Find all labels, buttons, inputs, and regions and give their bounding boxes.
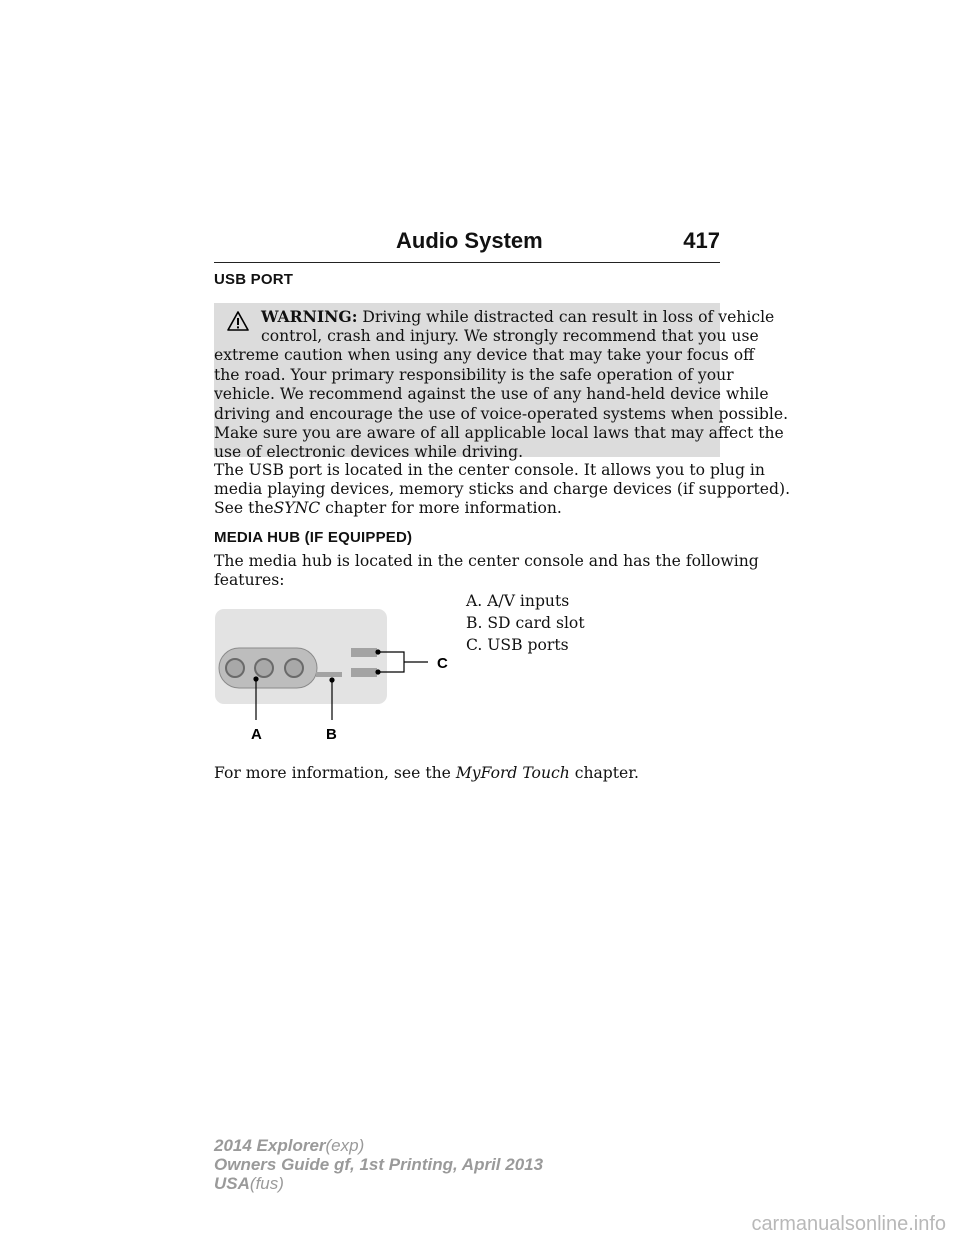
usb-port <box>351 668 377 677</box>
media-body-line-2: features: <box>214 571 285 589</box>
warning-text-8: use of electronic devices while driving. <box>214 443 524 461</box>
sync-chapter-ref: SYNC <box>273 499 321 517</box>
warning-text-5: vehicle. We recommend against the use of any hand-held device while <box>214 385 769 403</box>
sd-card-slot <box>316 672 342 677</box>
footer-line-2: Owners Guide gf, 1st Printing, April 2013 <box>214 1155 544 1174</box>
diagram-label-c: C <box>437 655 448 672</box>
page-number: 417 <box>683 228 720 253</box>
av-input-jack <box>285 659 303 677</box>
media-hub-heading: MEDIA HUB (IF EQUIPPED) <box>214 529 413 546</box>
av-input-jack <box>255 659 273 677</box>
warning-text-1: Driving while distracted can result in loss of vehicle <box>362 308 775 326</box>
warning-text-6: driving and encourage the use of voice-operated systems when possible. <box>214 405 789 423</box>
usb-port-heading: USB PORT <box>214 271 294 288</box>
usb-port <box>351 648 377 657</box>
warning-triangle-icon <box>227 310 249 332</box>
warning-text-4: the road. Your primary responsibility is the safe operation of your <box>214 366 734 384</box>
usb-body-line-3: See theSYNC chapter for more information. <box>214 499 562 517</box>
media-more-info: For more information, see the MyFord Touch chapter. <box>214 764 639 782</box>
usb-body-line-1: The USB port is located in the center console. It allows you to plug in <box>214 461 765 479</box>
warning-box <box>214 303 789 461</box>
warning-text-3: extreme caution when using any device that may take your focus off <box>214 346 755 364</box>
warning-text-7: Make sure you are aware of all applicable local laws that may affect the <box>214 424 784 442</box>
warning-first-line <box>261 307 774 326</box>
legend-item-a: A. A/V inputs <box>466 592 570 610</box>
diagram-label-a: A <box>251 726 262 742</box>
page-title: Audio System <box>396 228 543 253</box>
legend-item-b: B. SD card slot <box>466 614 585 632</box>
media-body-line-1: The media hub is located in the center console and has the following <box>214 552 759 570</box>
footer-line-1: 2014 Explorer(exp) <box>214 1136 365 1155</box>
watermark: carmanualsonline.info <box>751 1213 946 1235</box>
myford-touch-ref: MyFord Touch <box>455 764 570 782</box>
media-hub-diagram <box>210 600 460 742</box>
warning-text-2: control, crash and injury. We strongly recommend that you use <box>261 327 759 345</box>
av-input-jack <box>226 659 244 677</box>
usb-body-line-2: media playing devices, memory sticks and charge devices (if supported). <box>214 480 791 498</box>
footer-line-3: USA(fus) <box>214 1174 284 1193</box>
legend-item-c: C. USB ports <box>466 636 569 654</box>
diagram-label-b: B <box>326 726 337 742</box>
page-header <box>214 228 720 263</box>
warning-label: WARNING: <box>261 307 358 326</box>
